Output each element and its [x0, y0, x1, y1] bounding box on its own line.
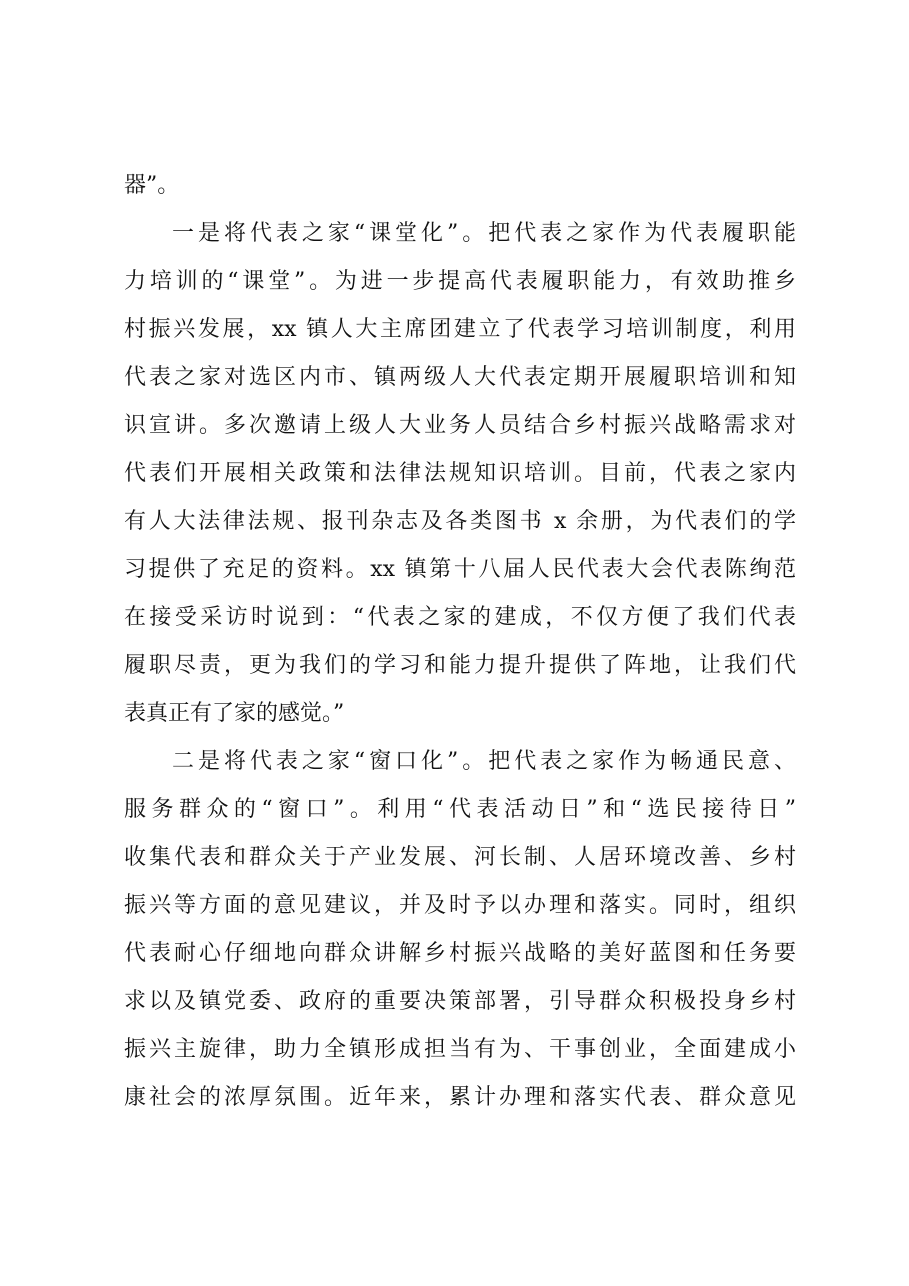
text-line: 器”。: [124, 173, 180, 198]
text-line: 一是将代表之家“课堂化”。把代表之家作为代表履职能: [172, 221, 796, 246]
text-line: 在接受采访时说到：“代表之家的建成，不仅方便了我们代表: [124, 605, 796, 630]
text-line: 二是将代表之家“窗口化”。把代表之家作为畅通民意、: [172, 749, 796, 774]
text-line: 康社会的浓厚氛围。近年来，累计办理和落实代表、群众意见: [124, 1085, 796, 1110]
text-line: 振兴主旋律，助力全镇形成担当有为、干事创业，全面建成小: [124, 1037, 796, 1062]
text-line: 力培训的“课堂”。为进一步提高代表履职能力，有效助推乡: [124, 269, 796, 294]
text-line: 表真正有了家的感觉。”: [124, 701, 345, 726]
body-text: [124, 162, 796, 1122]
text-line: 习提供了充足的资料。xx 镇第十八届人民代表大会代表陈绚范: [124, 557, 796, 582]
text-line: 代表之家对选区内市、镇两级人大代表定期开展履职培训和知: [124, 365, 796, 390]
text-line: 服务群众的“窗口”。利用“代表活动日”和“选民接待日”: [124, 797, 796, 822]
text-line: 识宣讲。多次邀请上级人大业务人员结合乡村振兴战略需求对: [124, 413, 796, 438]
text-line: 有人大法律法规、报刊杂志及各类图书 x 余册，为代表们的学: [124, 509, 796, 534]
text-line: 村振兴发展，xx 镇人大主席团建立了代表学习培训制度，利用: [124, 317, 796, 342]
text-line: 收集代表和群众关于产业发展、河长制、人居环境改善、乡村: [124, 845, 796, 870]
text-line: 履职尽责，更为我们的学习和能力提升提供了阵地，让我们代: [124, 653, 796, 678]
text-line: 求以及镇党委、政府的重要决策部署，引导群众积极投身乡村: [124, 989, 796, 1014]
text-line: 代表耐心仔细地向群众讲解乡村振兴战略的美好蓝图和任务要: [124, 941, 796, 966]
text-line: 振兴等方面的意见建议，并及时予以办理和落实。同时，组织: [124, 893, 796, 918]
text-line: 代表们开展相关政策和法律法规知识培训。目前，代表之家内: [124, 461, 796, 486]
